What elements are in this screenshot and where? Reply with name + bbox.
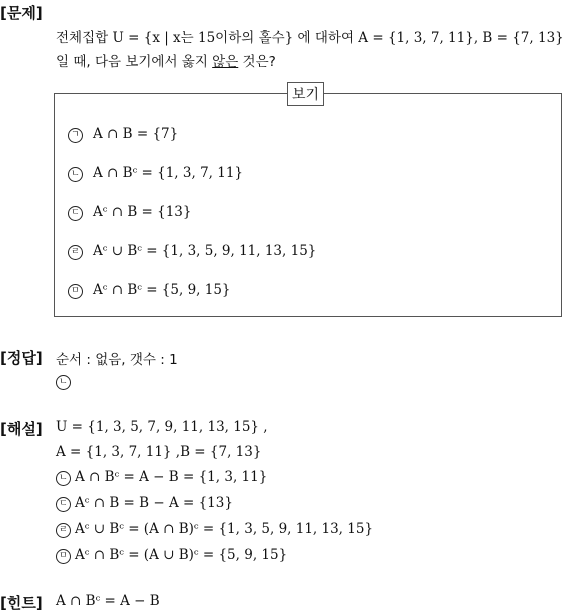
option-marker: ㄱ: [68, 128, 83, 143]
problem-line-2-pre: 일 때, 다음 보기에서 옳지: [56, 54, 213, 70]
option-marker: ㅁ: [68, 284, 83, 299]
answer-tag: [정답]: [0, 349, 43, 367]
explanation-item-4: [56, 547, 287, 564]
option-2: [68, 165, 243, 182]
option-text: Aᶜ ∩ B = {13}: [93, 204, 192, 220]
problem-line-2-underlined: 않은: [212, 54, 239, 70]
explanation-text: Aᶜ ∩ Bᶜ = (A ∪ B)ᶜ = {5, 9, 15}: [75, 547, 288, 563]
option-text: Aᶜ ∪ Bᶜ = {1, 3, 5, 9, 11, 13, 15}: [93, 243, 317, 259]
answer-marker: ㄴ: [56, 375, 71, 390]
option-marker: ㄷ: [68, 206, 83, 221]
options-box-label: 보기: [287, 82, 324, 106]
explanation-item-2: [56, 495, 233, 512]
answer-line-2: [56, 373, 81, 390]
problem-line-2-post: 것은?: [238, 54, 276, 70]
option-4: [68, 243, 316, 260]
explanation-text: A ∩ Bᶜ = A − B = {1, 3, 11}: [75, 469, 268, 485]
explanation-line-2: A = {1, 3, 7, 11} ,B = {7, 13}: [56, 444, 262, 460]
explanation-item-3: [56, 521, 373, 538]
explanation-tag: [해설]: [0, 420, 43, 438]
option-3: [68, 204, 192, 221]
option-marker: ㄴ: [68, 167, 83, 182]
option-1: [68, 126, 178, 143]
explanation-marker: ㄹ: [56, 523, 71, 538]
problem-line-1: 전체집합 U = {x | x는 15이하의 홀수} 에 대하여 A = {1, 3, 7, 11}, B = {7, 13}: [56, 30, 564, 46]
explanation-marker: ㄴ: [56, 471, 71, 486]
option-5: [68, 282, 231, 299]
hint-tag: [힌트]: [0, 594, 43, 612]
explanation-marker: ㄷ: [56, 497, 71, 512]
explanation-marker: ㅁ: [56, 549, 71, 564]
explanation-text: Aᶜ ∪ Bᶜ = (A ∩ B)ᶜ = {1, 3, 5, 9, 11, 13, 15}: [75, 521, 374, 537]
explanation-line-1: U = {1, 3, 5, 7, 9, 11, 13, 15} ,: [56, 419, 268, 435]
hint-text: A ∩ Bᶜ = A − B: [56, 593, 160, 609]
problem-tag: [문제]: [0, 4, 43, 22]
option-text: A ∩ Bᶜ = {1, 3, 7, 11}: [93, 165, 244, 181]
problem-line-2: [56, 50, 276, 70]
option-marker: ㄹ: [68, 245, 83, 260]
explanation-text: Aᶜ ∩ B = B − A = {13}: [75, 495, 233, 511]
explanation-item-1: [56, 469, 267, 486]
option-text: Aᶜ ∩ Bᶜ = {5, 9, 15}: [93, 282, 231, 298]
answer-line-1: 순서 : 없음, 갯수 : 1: [56, 352, 178, 368]
option-text: A ∩ B = {7}: [93, 126, 179, 142]
